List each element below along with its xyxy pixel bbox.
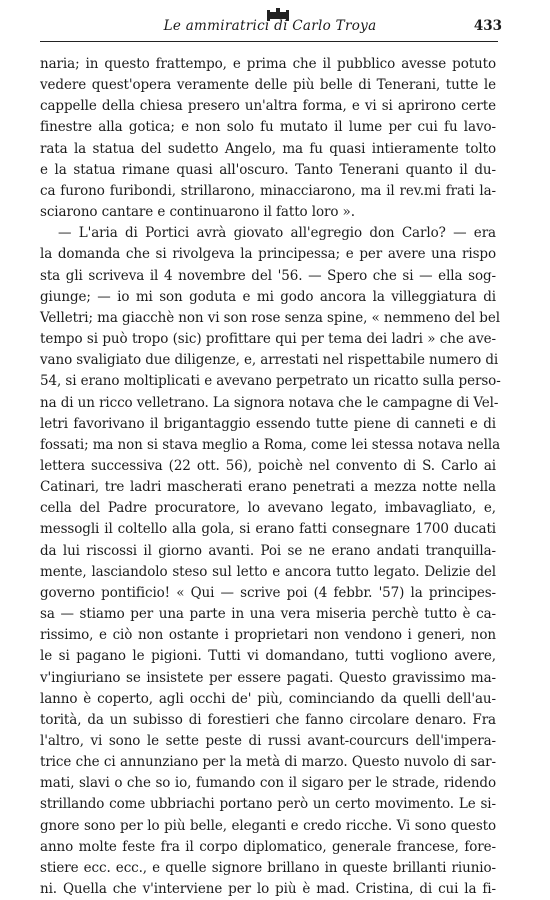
text-line: 54, si erano moltiplicati e avevano perpetrato un ricatto sulla perso- — [40, 373, 501, 390]
text-line: sciarono cantare e continuarono il fatto loro ». — [40, 204, 355, 221]
text-line: vedere quest'opera veramente delle più belle di Tenerani, tutte le — [40, 77, 496, 94]
text-line: anno molte feste fra il corpo diplomatico, generale francese, fore- — [40, 838, 496, 855]
text-line: Catinari, tre ladri mascherati erano penetrati a mezza notte nella — [40, 479, 496, 496]
text-line: cella del Padre procuratore, lo avevano legato, imbavagliato, e, — [40, 500, 496, 517]
text-line: ni. Quella che v'interviene per lo più è mad. Cristina, di cui la fi- — [40, 881, 496, 898]
text-line: torità, da un subisso di forestieri che fanno circolare denaro. Fra — [40, 711, 496, 728]
text-line: stiere ecc. ecc., e quelle signore brillano in queste brillanti riunio- — [40, 859, 496, 876]
text-line: finestre alla gotica; e non solo fu mutato il lume per cui fu lavo- — [40, 119, 496, 136]
text-line: na di un ricco velletrano. La signora notava che le campagne di Vel- — [40, 394, 499, 411]
text-line: ca furono furibondi, strillarono, minacciarono, ma il rev.mi frati la- — [40, 182, 496, 199]
text-line: v'ingiuriano se insistete per essere pagati. Questo gravissimo ma- — [40, 669, 496, 686]
text-line: rissimo, e ciò non ostante i proprietari non vendono i generi, non — [40, 627, 496, 644]
text-line: messogli il coltello alla gola, si erano fatti consegnare 1700 ducati — [40, 521, 496, 538]
text-line: tempo si può tropo (sic) profittare qui per tema dei ladri » che ave- — [40, 331, 496, 348]
text-line: Velletri; ma giacchè non vi son rose senza spine, « nemmeno del bel — [40, 309, 500, 326]
text-line: letri favorivano il brigantaggio essendo tutte piene di canneti e di — [40, 415, 496, 432]
page-header — [40, 14, 500, 40]
body-text — [40, 54, 501, 900]
text-line: — L'aria di Portici avrà giovato all'egregio don Carlo? — era — [58, 225, 496, 242]
text-line: governo pontificio! « Qui — scrive poi (4 febbr. '57) la principes- — [40, 584, 496, 601]
text-line: rata la statua del sudetto Angelo, ma fu quasi intieramente tolto — [40, 140, 496, 157]
text-line: le si pagano le pigioni. Tutti vi domandano, tutti vogliono avere, — [40, 648, 496, 665]
text-line: mente, lasciandolo steso sul letto e ancora tutto legato. Delizie del — [40, 563, 496, 580]
text-line: e la statua rimane quasi all'oscuro. Tanto Tenerani quanto il du- — [40, 161, 496, 178]
text-line: vano svaligiato due diligenze, e, arrestati nel rispettabile numero di — [40, 352, 499, 369]
text-line: mati, slavi o che so io, fumando con il sigaro per le strade, ridendo — [40, 775, 496, 792]
text-line: lanno è coperto, agli occhi de' più, cominciando da quelli dell'au- — [40, 690, 496, 707]
running-title: Le ammiratrici di Carlo Troya — [163, 18, 377, 34]
text-line: trice che ci annunziano per la metà di marzo. Questo nuvolo di sar- — [40, 754, 496, 771]
text-line: sta gli scriveva il 4 novembre del '56. — Spero che si — ella sog- — [40, 267, 496, 284]
text-line: giunge; — io mi son goduta e mi godo ancora la villeggiatura di — [40, 288, 496, 305]
text-line: strillando come ubbriachi portano però un certo movimento. Le si- — [40, 796, 496, 813]
header-rule — [40, 41, 498, 42]
page-number: 433 — [473, 18, 502, 34]
text-line: sa — stiamo per una parte in una vera miseria perchè tutto è ca- — [40, 606, 496, 623]
text-line: cappelle della chiesa presero un'altra forma, e vi si aprirono certe — [40, 98, 496, 115]
text-line: fossati; ma non si stava meglio a Roma, come lei stessa notava nella — [40, 436, 501, 453]
text-line: naria; in questo frattempo, e prima che il pubblico avesse potuto — [40, 56, 496, 72]
text-line: lettera successiva (22 ott. 56), poichè nel convento di S. Carlo ai — [40, 457, 496, 474]
text-line: gnore sono per lo più belle, eleganti e credo ricche. Vi sono questo — [40, 817, 496, 834]
text-line: da lui riscossi il giorno avanti. Poi se ne erano andati tranquilla- — [40, 542, 496, 559]
text-line: l'altro, vi sono le sette peste di russi avant-courcurs dell'impera- — [40, 733, 496, 749]
text-line: la domanda che si rivolgeva la principessa; e per avere una rispo — [40, 246, 496, 263]
